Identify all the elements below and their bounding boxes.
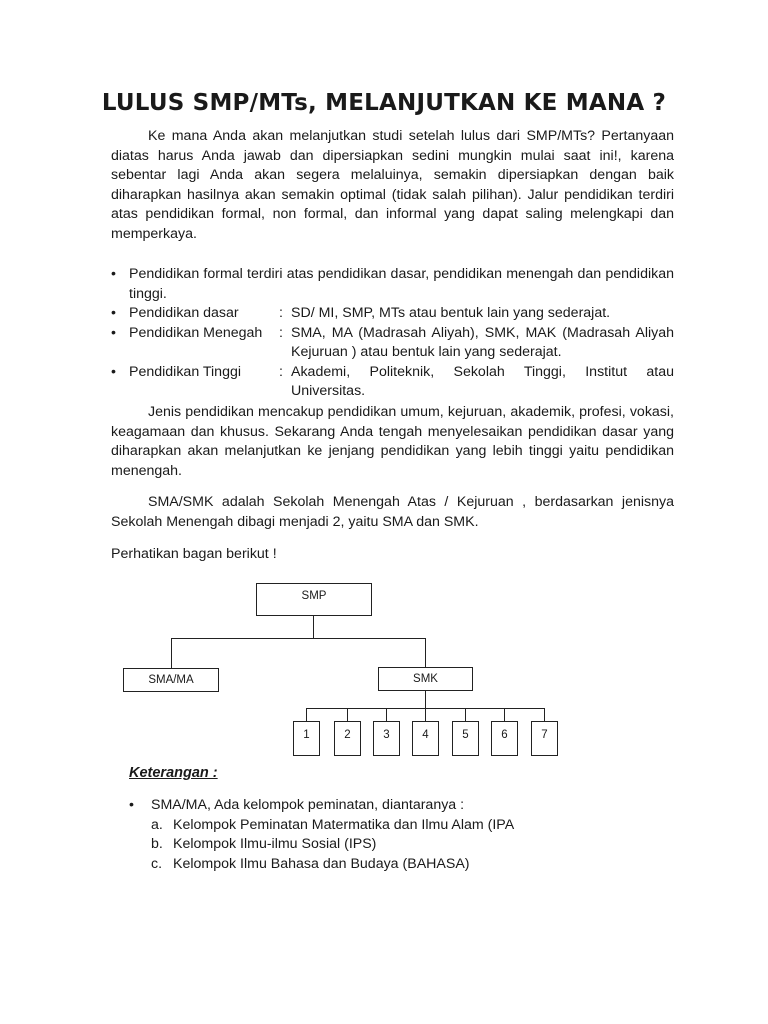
sub-key: c. [151, 855, 163, 872]
jenis-paragraph: Jenis pendidikan mencakup pendidikan umum, kejuruan, akademik, profesi, vokasi, keagamaan dan khusus. Sekarang Anda tengah menyelesaikan pendidikan dasar yang diharapkan akan melanjutkan ke jenjang pendidikan yang lebih tinggi yaitu pendidikan menengah. [111, 404, 674, 479]
sub-key: a. [151, 816, 163, 833]
intro-paragraph: Ke mana Anda akan melanjutkan studi setelah lulus dari SMP/MTs? Pertanyaan diatas harus Anda jawab dan dipersiapkan sedini mungkin mulai saat ini!, karena sebentar lagi Anda akan segera melaluinya, semakin dipersiapkan dengan baik diharapkan hasilnya akan semakin optimal (tidak salah pilihan). Jalur pendidikan terdiri atas pendidikan formal, non formal, dan informal yang dapat saling melengkapi dan memperkaya. [111, 128, 674, 242]
keterangan-item-text: • SMA/MA, Ada kelompok peminatan, diantaranya : [151, 797, 465, 813]
level-value: Akademi, Politeknik, Sekolah Tinggi, Institut atau Universitas. [291, 363, 674, 399]
connector [504, 708, 505, 721]
connector [425, 638, 426, 667]
connector [425, 691, 426, 708]
chart-node-smp: SMP [256, 583, 372, 616]
chart-node-smk-1: 1 [293, 721, 320, 756]
colon: : [279, 305, 283, 321]
keterangan-list [129, 796, 689, 874]
page-title: LULUS SMP/MTs, MELANJUTKAN KE MANA ? [101, 90, 667, 116]
perhatikan-text: Perhatikan bagan berikut ! [111, 546, 277, 562]
sub-text: Kelompok Peminatan Matermatika dan Ilmu Alam (IPA [173, 816, 515, 833]
chart-node-smk-5: 5 [452, 721, 479, 756]
connector [465, 708, 466, 721]
chart-node-smk: SMK [378, 667, 473, 691]
peminatan-list [151, 816, 689, 875]
connector [313, 616, 314, 638]
level-value: SMA, MA (Madrasah Aliyah), SMK, MAK (Madrasah Aliyah Kejuruan ) atau bentuk lain yang sederajat. [291, 324, 674, 360]
sub-key: b. [151, 836, 163, 852]
list-item [111, 324, 674, 363]
colon: : [279, 363, 283, 380]
connector [171, 638, 172, 668]
sub-list-item [151, 835, 689, 855]
chart-node-sma-ma: SMA/MA [123, 668, 219, 692]
sub-text: Kelompok Ilmu-ilmu Sosial (IPS) [173, 836, 377, 852]
level-label: • Pendidikan dasar [129, 305, 239, 321]
list-item [129, 796, 689, 874]
sub-list-item [151, 855, 689, 875]
colon: : [279, 324, 283, 341]
connector [544, 708, 545, 721]
keterangan-heading: Keterangan : [129, 765, 218, 781]
level-value: SD/ MI, SMP, MTs atau bentuk lain yang sederajat. [291, 305, 611, 321]
list-item [111, 304, 674, 324]
education-list [111, 265, 674, 402]
connector [171, 638, 426, 639]
level-label: • Pendidikan Menegah [129, 324, 263, 341]
chart-node-smk-6: 6 [491, 721, 518, 756]
chart-node-smk-3: 3 [373, 721, 400, 756]
connector [347, 708, 348, 721]
connector [425, 708, 426, 721]
chart-node-smk-2: 2 [334, 721, 361, 756]
sub-text: Kelompok Ilmu Bahasa dan Budaya (BAHASA) [173, 855, 470, 872]
connector [306, 708, 307, 721]
sma-smk-paragraph: SMA/SMK adalah Sekolah Menengah Atas / Kejuruan , berdasarkan jenisnya Sekolah Menengah dibagi menjadi 2, yaitu SMA dan SMK. [111, 494, 674, 530]
level-label: • Pendidikan Tinggi [129, 363, 242, 380]
list-item [111, 363, 674, 402]
list-item-text: Pendidikan formal terdiri atas pendidikan dasar, pendidikan menengah dan pendidikan tinggi. [129, 266, 674, 302]
list-item [111, 265, 674, 304]
sub-list-item [151, 816, 689, 836]
chart-node-smk-7: 7 [531, 721, 558, 756]
chart-node-smk-4: 4 [412, 721, 439, 756]
connector [386, 708, 387, 721]
